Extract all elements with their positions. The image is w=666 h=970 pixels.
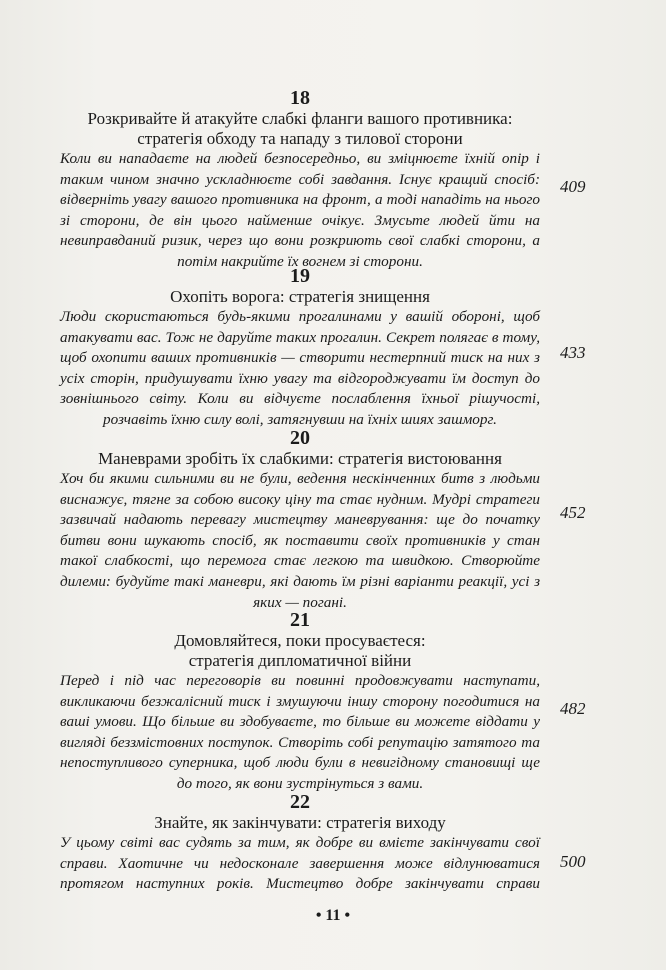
chapter-summary: Хоч би якими сильними ви не були, ведення нескінченних битв з людьми виснажує, тягне за собою високу ціну та стає нудним. Мудрі стратеги зазвичай надають перевагу мистецтву маневрування: ще до початку битви вони шукають спосіб, як поставити своїх противників у стан такої слабкості, що перемога стає легкою та швидкою. Створюйте дилеми: будуйте такі маневри, які дають їм різні варіанти реакції, усі з яких — погані. xyxy=(60,470,540,611)
chapter-number: 19 xyxy=(290,265,310,287)
toc-entry-19 xyxy=(60,265,540,431)
chapter-title-line: Розкривайте й атакуйте слабкі фланги вашого противника: xyxy=(87,109,513,128)
page-reference: 409 xyxy=(560,177,586,196)
page-reference: 452 xyxy=(560,503,586,522)
chapter-summary: Люди скористаються будь-якими прогалинами у вашій обороні, щоб атакувати вас. Тож не даруйте таких прогалин. Секрет полягає в тому, щоб охопити ваших противників — створити нестерпний тиск на них з усіх сторін, придушувати їхню увагу та відгороджувати їм доступ до зовнішнього світу. Коли ви відчуєте послаблення їхньої рішучості, розчавіть їхню силу волі, затягнувши на їхніх шиях зашморг. xyxy=(60,308,540,428)
folio-page-number: • 11 • xyxy=(315,907,351,924)
toc-entry-21 xyxy=(60,609,540,795)
chapter-summary: У цьому світі вас судять за тим, як добре ви вмієте закінчувати свої справи. Хаотичне чи недосконале завершення може відлунюватися протягом наступних років. Мистецтво добре закінчувати справи xyxy=(60,834,540,893)
chapter-title-line: Маневрами зробіть їх слабкими: стратегія вистоювання xyxy=(98,449,502,468)
toc-entry-20 xyxy=(60,427,540,613)
toc-entry-18 xyxy=(60,87,540,273)
chapter-title-line: Знайте, як закінчувати: стратегія виходу xyxy=(154,813,446,832)
chapter-summary: Коли ви нападаєте на людей безпосередньо, ви зміцнюєте їхній опір і таким чином значно ускладнюєте собі завдання. Існує кращий спосіб: відверніть увагу вашого противника на фронт, а тоді нападіть на нього зі сторони, де він цього найменше очікує. Змусьте людей йти на невиправданий ризик, через що вони розкриють свої слабкі сторони, а потім накрийте їх вогнем зі сторони. xyxy=(60,150,540,270)
chapter-number: 21 xyxy=(290,609,310,631)
chapter-title-line: стратегія дипломатичної війни xyxy=(188,651,412,670)
chapter-number: 22 xyxy=(290,791,310,813)
page-reference: 433 xyxy=(560,343,586,362)
page-reference: 482 xyxy=(560,699,586,718)
chapter-number: 20 xyxy=(290,427,310,449)
toc-entry-22 xyxy=(60,791,540,895)
chapter-number: 18 xyxy=(290,87,310,109)
chapter-title-line: стратегія обходу та нападу з тилової сторони xyxy=(137,129,463,148)
chapter-title-line: Охопіть ворога: стратегія знищення xyxy=(170,287,430,306)
chapter-title-line: Домовляйтеся, поки просуваєтеся: xyxy=(174,631,426,650)
page-reference: 500 xyxy=(560,852,586,871)
chapter-summary: Перед і під час переговорів ви повинні продовжувати наступати, викликаючи безжалісний тиск і змушуючи іншу сторону погодитися на ваші умови. Що більше ви здобуваєте, то більше ви можете віддати у вигляді беззмістовних поступок. Створіть собі репутацію затятого та непоступливого суперника, щоб люди були в невигідному становищі ще до того, як вони зустрінуться з вами. xyxy=(60,672,540,792)
